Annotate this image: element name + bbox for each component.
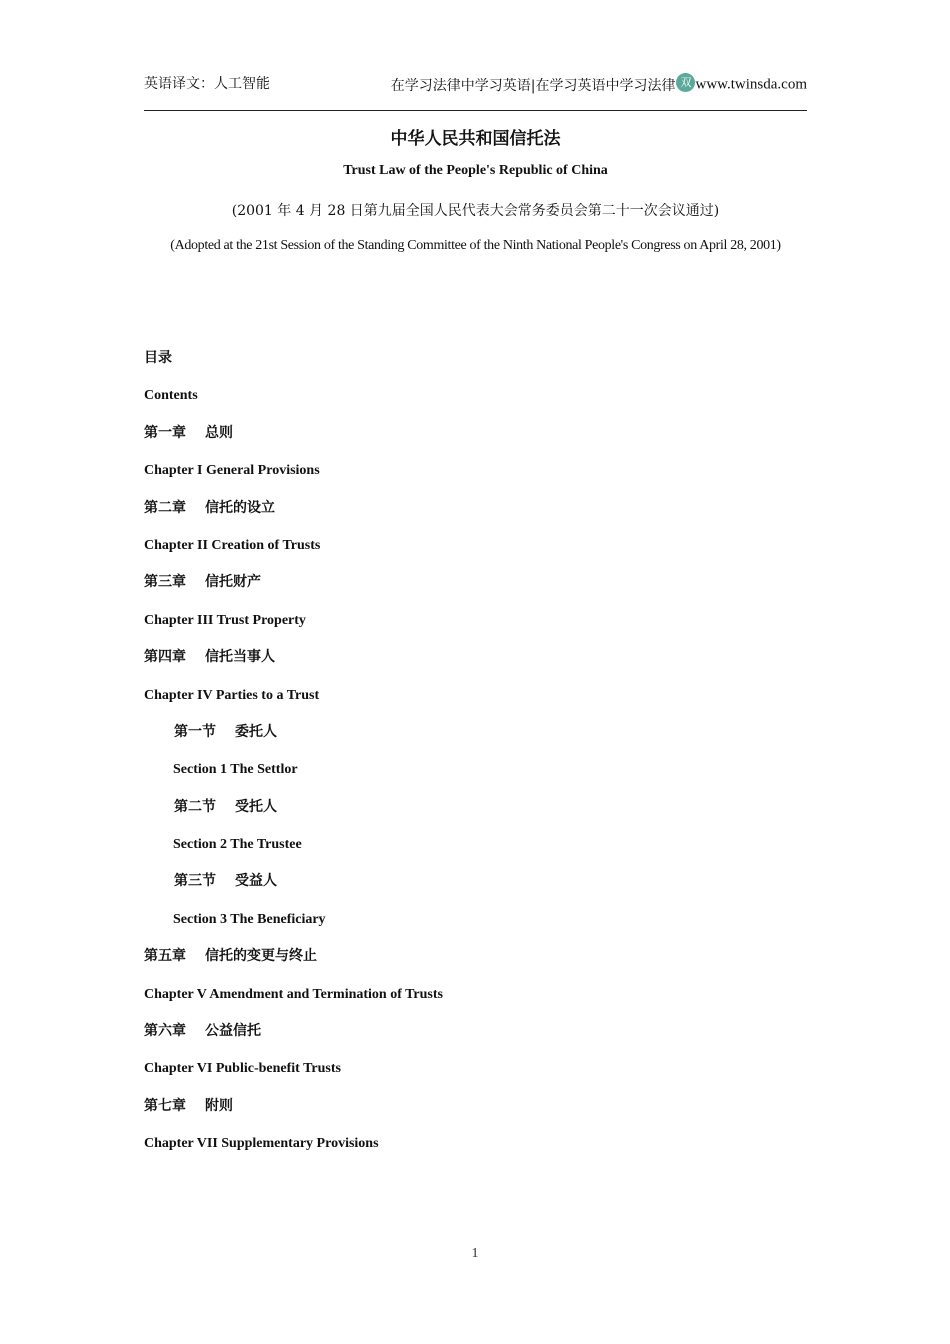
document-title-en: Trust Law of the People's Republic of China <box>343 163 608 178</box>
section-number: 第二节 <box>174 798 216 815</box>
toc-chapter-3-en[interactable]: Chapter III Trust Property <box>144 612 306 628</box>
toc-chapter-5-en[interactable]: Chapter V Amendment and Termination of Trusts <box>144 986 443 1002</box>
header-slogan: 在学习法律中学习英语|在学习英语中学习法律 <box>390 78 676 94</box>
toc-chapter-6-cn[interactable] <box>144 1013 808 1050</box>
chapter-title: 附则 <box>205 1097 233 1114</box>
table-of-contents <box>144 340 808 1163</box>
page-header <box>144 70 807 96</box>
toc-section-2-cn[interactable] <box>144 789 808 826</box>
toc-chapter-2-en[interactable]: Chapter II Creation of Trusts <box>144 537 321 553</box>
chapter-number: 第六章 <box>144 1023 186 1040</box>
header-divider <box>144 110 807 111</box>
section-number: 第一节 <box>174 723 216 740</box>
toc-chapter-5-cn[interactable] <box>144 938 808 975</box>
chapter-number: 第七章 <box>144 1097 186 1114</box>
adoption-note-cn: (2001 年 4 月 28 日第九届全国人民代表大会常务委员会第二十一次会议通过) <box>231 203 720 219</box>
chapter-number: 第二章 <box>144 499 186 516</box>
section-title: 受益人 <box>235 873 277 890</box>
chapter-title: 公益信托 <box>205 1023 261 1040</box>
contents-heading-en: Contents <box>144 388 198 404</box>
header-site-link[interactable]: www.twinsda.com <box>695 76 807 93</box>
toc-chapter-4-cn[interactable] <box>144 639 808 676</box>
page-number: 1 <box>471 1246 479 1261</box>
chapter-title: 信托的设立 <box>205 499 275 516</box>
section-title: 受托人 <box>235 798 277 815</box>
toc-section-1-cn[interactable] <box>144 714 808 751</box>
chapter-number: 第一章 <box>144 424 186 441</box>
adoption-note-en: (Adopted at the 21st Session of the Standing Committee of the Ninth National People's Congress on April 28, 2001) <box>170 238 781 253</box>
toc-section-2-en[interactable]: Section 2 The Trustee <box>173 837 302 853</box>
chapter-number: 第三章 <box>144 574 186 591</box>
chapter-title: 信托当事人 <box>205 649 275 666</box>
toc-chapter-1-cn[interactable] <box>144 415 808 452</box>
section-number: 第三节 <box>174 873 216 890</box>
toc-chapter-2-cn[interactable] <box>144 490 808 527</box>
toc-chapter-4-en[interactable]: Chapter IV Parties to a Trust <box>144 687 320 703</box>
toc-chapter-1-en[interactable]: Chapter I General Provisions <box>144 463 320 479</box>
chapter-title: 总则 <box>205 424 233 441</box>
header-site-info <box>391 73 807 95</box>
document-title-cn: 中华人民共和国信托法 <box>390 129 561 149</box>
toc-section-1-en[interactable]: Section 1 The Settlor <box>173 762 298 778</box>
twinsda-logo-icon: 双 <box>676 73 695 92</box>
toc-chapter-6-en[interactable]: Chapter VI Public-benefit Trusts <box>144 1061 341 1077</box>
contents-heading-cn: 目录 <box>144 350 172 366</box>
toc-section-3-en[interactable]: Section 3 The Beneficiary <box>173 911 326 927</box>
chapter-title: 信托的变更与终止 <box>205 948 317 965</box>
toc-section-3-cn[interactable] <box>144 863 808 900</box>
chapter-title: 信托财产 <box>205 574 261 591</box>
toc-chapter-3-cn[interactable] <box>144 564 808 601</box>
toc-chapter-7-cn[interactable] <box>144 1088 808 1125</box>
toc-chapter-7-en[interactable]: Chapter VII Supplementary Provisions <box>144 1136 379 1152</box>
section-title: 委托人 <box>235 723 277 740</box>
chapter-number: 第四章 <box>144 649 186 666</box>
header-category-label: 英语译文：人工智能 <box>144 76 270 92</box>
chapter-number: 第五章 <box>144 948 186 965</box>
